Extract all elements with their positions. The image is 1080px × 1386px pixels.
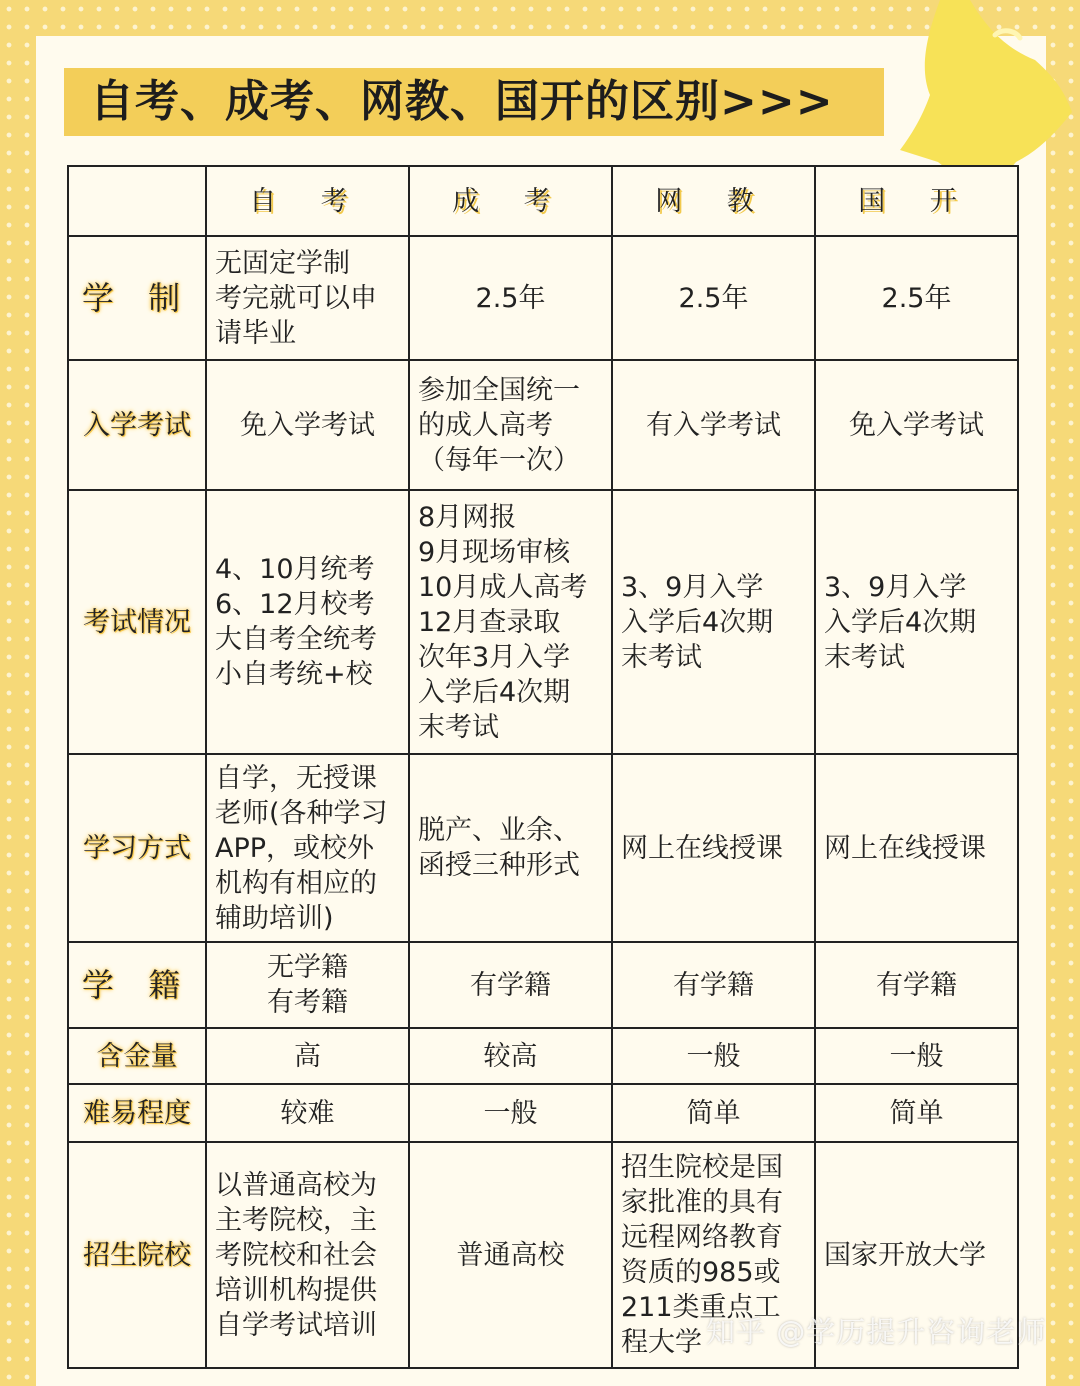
table-row <box>68 1028 1018 1084</box>
table-cell: 2.5年 <box>815 236 1018 360</box>
row-label: 考试情况 <box>68 490 206 754</box>
table-cell: 免入学考试 <box>815 360 1018 490</box>
table-cell: 有学籍 <box>409 942 612 1028</box>
table-cell: 较高 <box>409 1028 612 1084</box>
table-cell: 有入学考试 <box>612 360 815 490</box>
table-cell: 3、9月入学 入学后4次期 末考试 <box>815 490 1018 754</box>
table-cell: 一般 <box>815 1028 1018 1084</box>
table-row <box>68 754 1018 942</box>
table-cell: 脱产、业余、 函授三种形式 <box>409 754 612 942</box>
table-cell: 简单 <box>612 1084 815 1142</box>
row-label: 入学考试 <box>68 360 206 490</box>
page-title: 自考、成考、网教、国开的区别>>> <box>90 76 834 127</box>
table-cell: 免入学考试 <box>206 360 409 490</box>
column-header: 成 考 <box>409 166 612 236</box>
table-cell: 招生院校是国 家批准的具有 远程网络教育 资质的985或 211类重点工 程大学 <box>612 1142 815 1368</box>
table-cell: 一般 <box>612 1028 815 1084</box>
row-label: 学 制 <box>68 236 206 360</box>
table-cell: 4、10月统考 6、12月校考 大自考全统考 小自考统+校 <box>206 490 409 754</box>
column-header: 国 开 <box>815 166 1018 236</box>
table-cell: 3、9月入学 入学后4次期 末考试 <box>612 490 815 754</box>
table-cell: 以普通高校为 主考院校，主 考院校和社会 培训机构提供 自学考试培训 <box>206 1142 409 1368</box>
row-label: 招生院校 <box>68 1142 206 1368</box>
table-row <box>68 490 1018 754</box>
table-row <box>68 236 1018 360</box>
table-cell: 无学籍 有考籍 <box>206 942 409 1028</box>
row-label: 含金量 <box>68 1028 206 1084</box>
table-cell: 2.5年 <box>409 236 612 360</box>
table-row <box>68 360 1018 490</box>
table-cell: 无固定学制 考完就可以申 请毕业 <box>206 236 409 360</box>
table-cell: 简单 <box>815 1084 1018 1142</box>
corner-cell <box>68 166 206 236</box>
table-cell: 较难 <box>206 1084 409 1142</box>
table-cell: 有学籍 <box>612 942 815 1028</box>
table-cell: 2.5年 <box>612 236 815 360</box>
table-cell: 国家开放大学 <box>815 1142 1018 1368</box>
table-cell: 8月网报 9月现场审核 10月成人高考 12月查录取 次年3月入学 入学后4次期 末考试 <box>409 490 612 754</box>
table-cell: 一般 <box>409 1084 612 1142</box>
column-header: 网 教 <box>612 166 815 236</box>
table-row <box>68 1084 1018 1142</box>
row-label: 难易程度 <box>68 1084 206 1142</box>
table-cell: 参加全国统一 的成人高考 （每年一次） <box>409 360 612 490</box>
table-cell: 高 <box>206 1028 409 1084</box>
table-cell: 网上在线授课 <box>612 754 815 942</box>
table-cell: 有学籍 <box>815 942 1018 1028</box>
header-row <box>68 166 1018 236</box>
watermark: 知乎 @学历提升咨询老师 <box>706 1315 1047 1349</box>
table-row <box>68 942 1018 1028</box>
row-label: 学 籍 <box>68 942 206 1028</box>
table-cell: 自学，无授课 老师(各种学习 APP，或校外 机构有相应的 辅助培训) <box>206 754 409 942</box>
table-cell: 网上在线授课 <box>815 754 1018 942</box>
column-header: 自 考 <box>206 166 409 236</box>
table-cell: 普通高校 <box>409 1142 612 1368</box>
comparison-table <box>67 165 1019 1369</box>
row-label: 学习方式 <box>68 754 206 942</box>
